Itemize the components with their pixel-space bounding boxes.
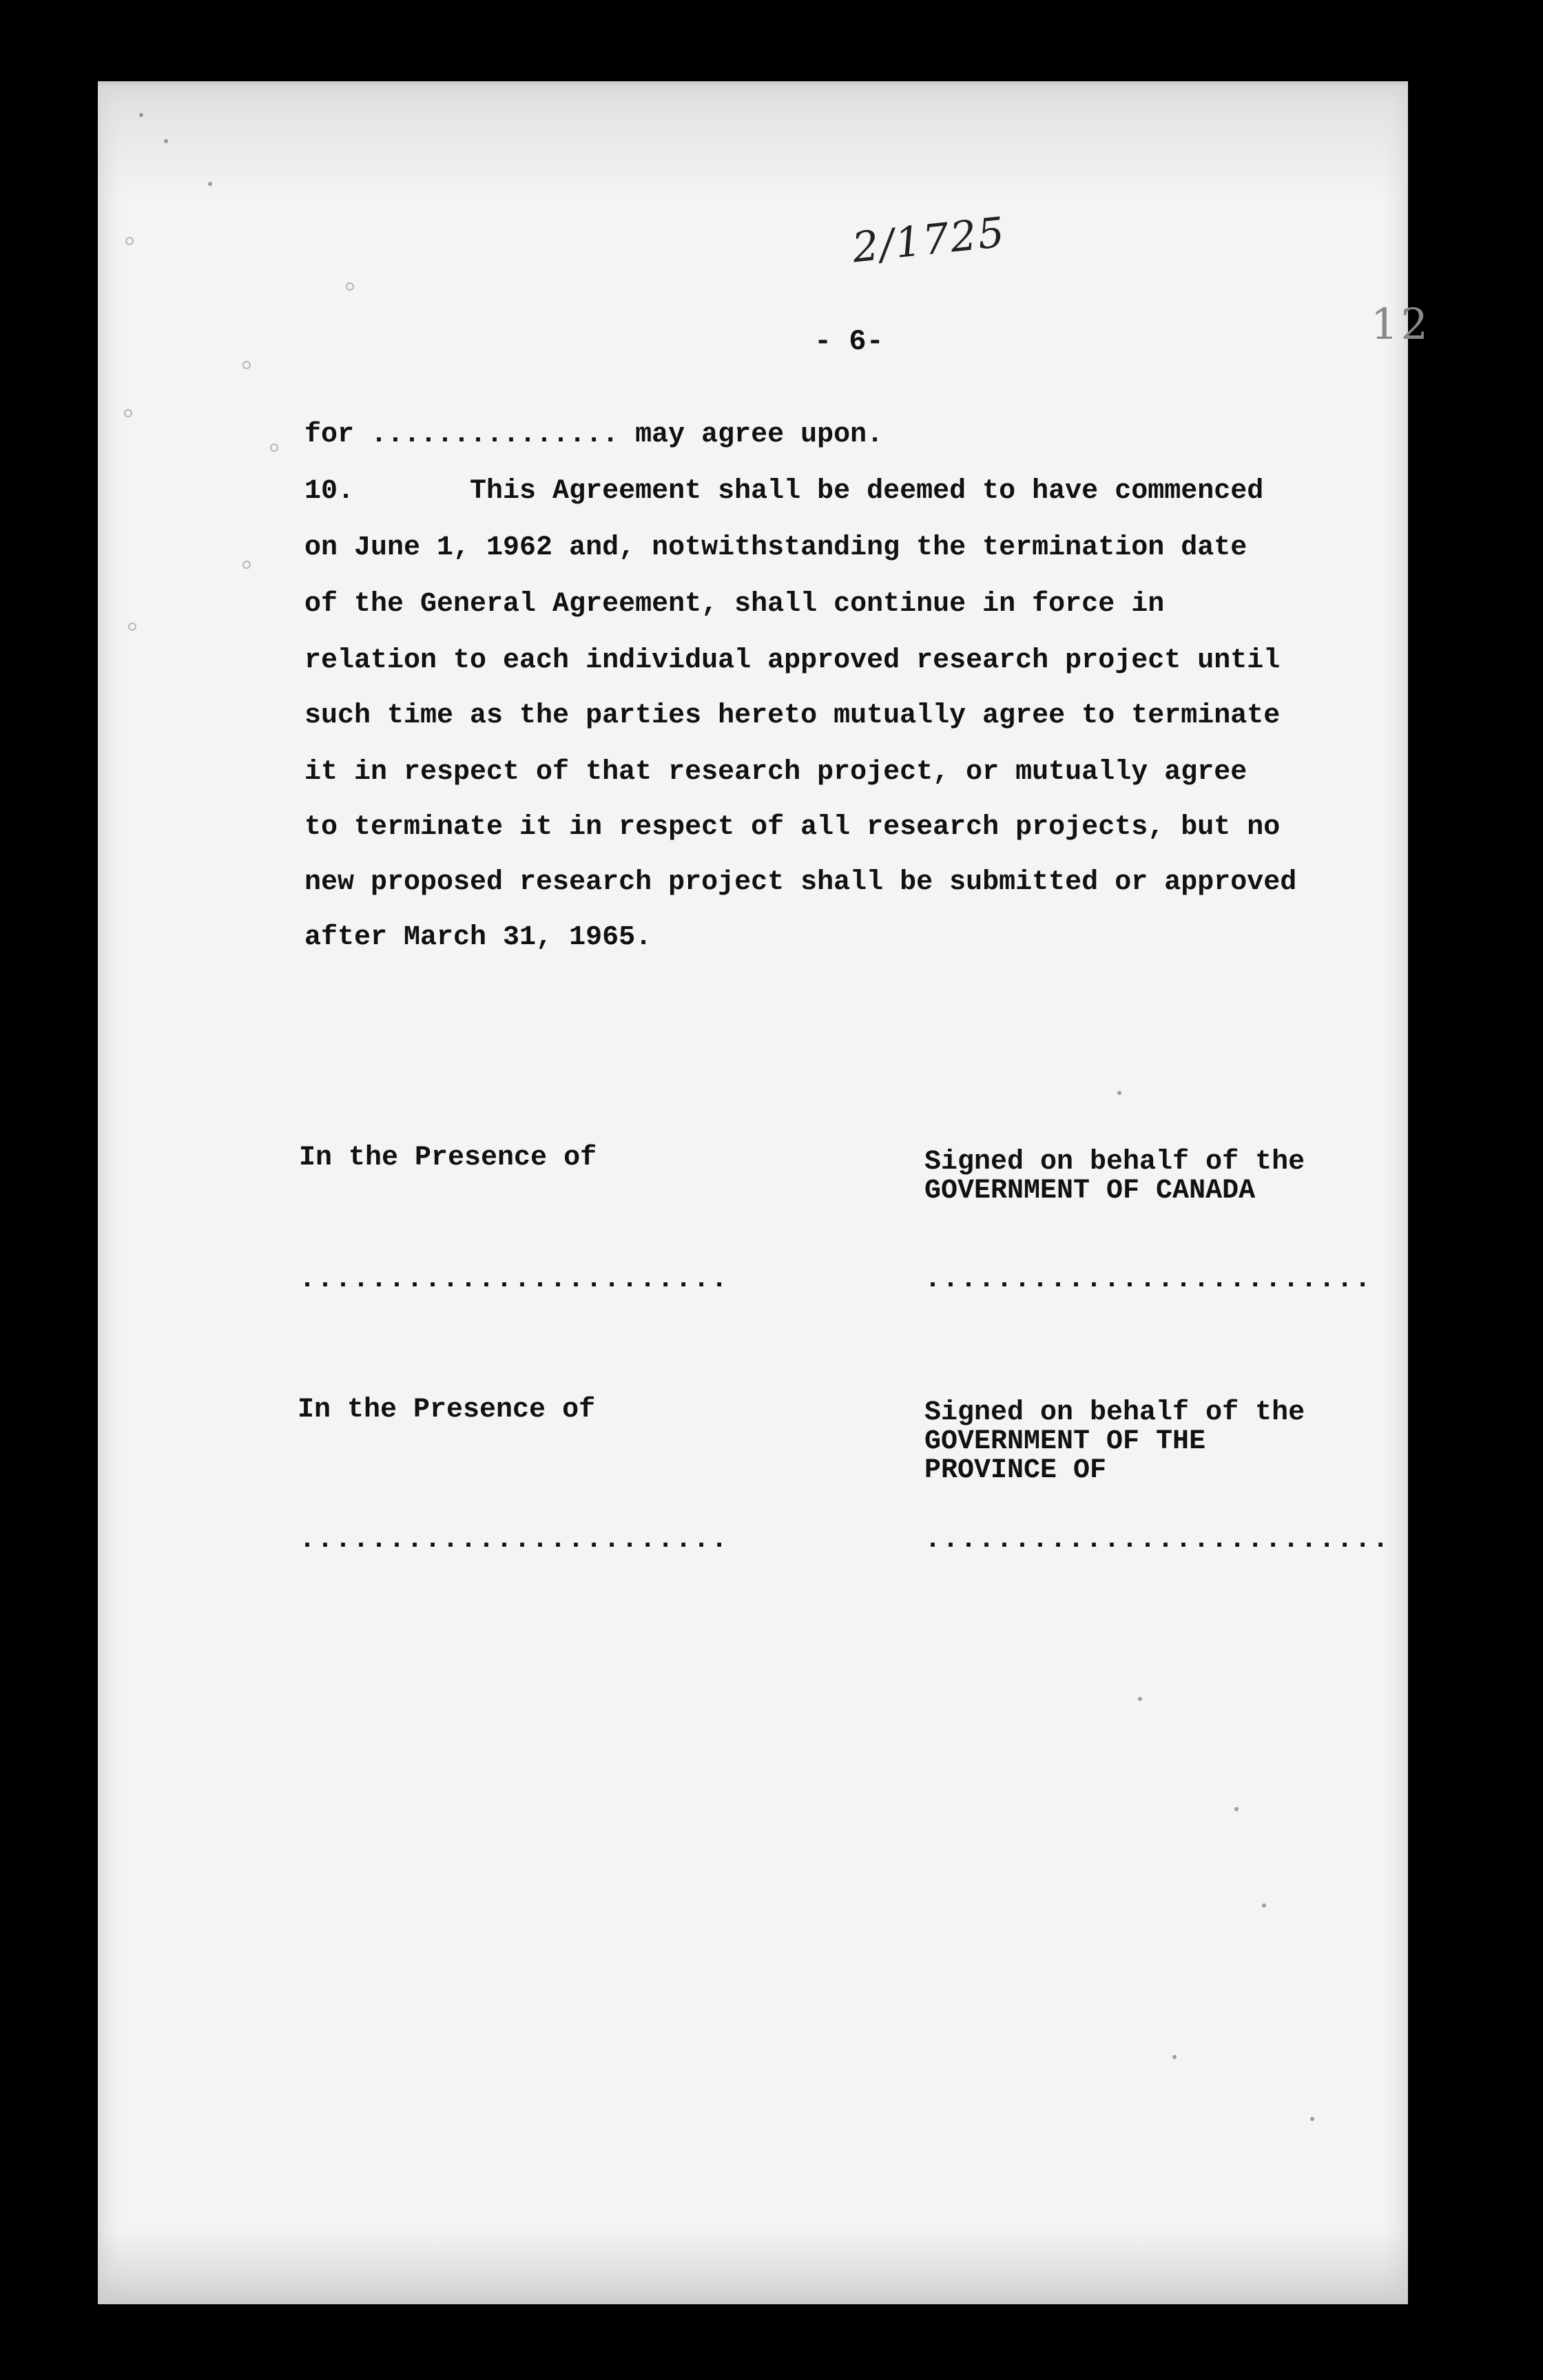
body-line: new proposed research project shall be submitted or approved (304, 867, 1297, 898)
scan-speck (346, 282, 354, 291)
body-line: relation to each individual approved research project until (304, 645, 1281, 676)
party-name: GOVERNMENT OF THE (924, 1426, 1206, 1457)
body-line: 10. This Agreement shall be deemed to have commenced (304, 476, 1264, 507)
corner-page-number: 12 (1371, 299, 1431, 349)
scan-speck (270, 443, 278, 452)
scan-speck (1262, 1903, 1266, 1908)
scan-speck (208, 182, 212, 186)
party-name-line2: PROVINCE OF (924, 1455, 1107, 1486)
body-line: such time as the parties hereto mutually agree to terminate (304, 700, 1281, 731)
witness-label: In the Presence of (299, 1142, 597, 1173)
page-number: - 6- (814, 325, 884, 358)
scan-speck (124, 409, 132, 417)
scan-speck (242, 361, 251, 369)
scan-speck (1310, 2117, 1314, 2121)
witness-signature-line: ........................ (299, 1525, 729, 1556)
signed-on-behalf-label: Signed on behalf of the (924, 1147, 1305, 1178)
handwritten-reference: 2/1725 (849, 208, 1008, 273)
scan-speck (125, 237, 134, 245)
scan-speck (1138, 1697, 1142, 1701)
body-line: after March 31, 1965. (304, 922, 652, 953)
scan-speck (139, 113, 143, 117)
body-line: on June 1, 1962 and, notwithstanding the termination date (304, 532, 1247, 563)
scan-speck (128, 623, 136, 631)
scan-speck (1117, 1091, 1121, 1095)
document-page (98, 81, 1431, 2304)
body-line: of the General Agreement, shall continue in force in (304, 589, 1165, 620)
body-line: to terminate it in respect of all research projects, but no (304, 812, 1281, 843)
signatory-signature-line: ......................... (924, 1264, 1373, 1295)
witness-signature-line: ........................ (299, 1264, 729, 1295)
scan-speck (1172, 2055, 1177, 2059)
scan-speck (242, 561, 251, 569)
body-line: for ............... may agree upon. (304, 419, 884, 450)
party-name: GOVERNMENT OF CANADA (924, 1176, 1256, 1207)
signatory-signature-line: .......................... (924, 1525, 1391, 1556)
witness-label: In the Presence of (298, 1395, 596, 1426)
body-line: it in respect of that research project, or mutually agree (304, 757, 1247, 788)
scan-speck (1234, 1807, 1239, 1811)
scan-speck (164, 139, 168, 143)
signed-on-behalf-label: Signed on behalf of the (924, 1397, 1305, 1428)
